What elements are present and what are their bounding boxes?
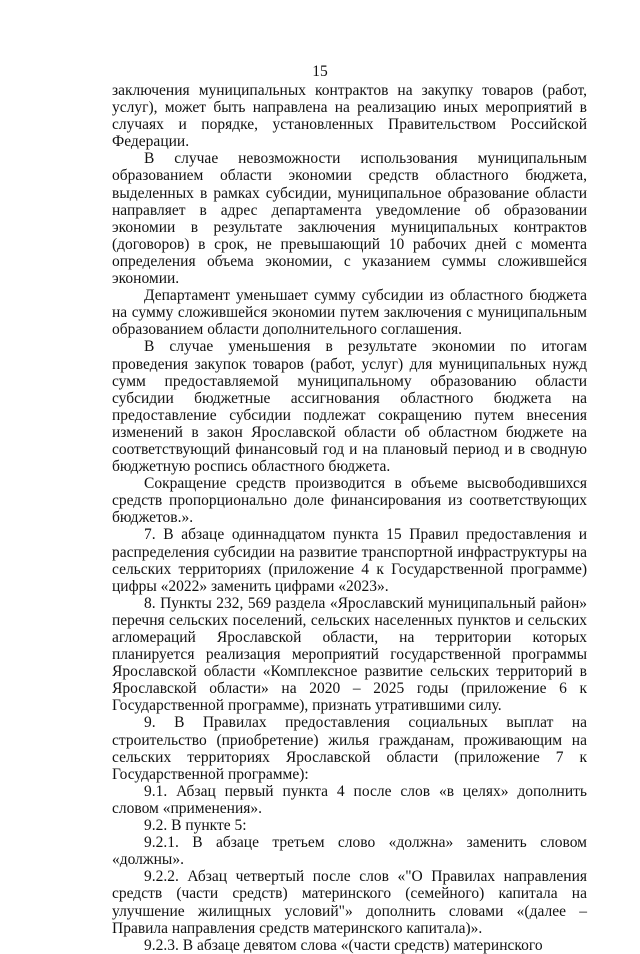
paragraph-item-9-1: 9.1. Абзац первый пункта 4 после слов «в целях» дополнить словом «применения». — [112, 782, 587, 817]
paragraph-item-7: 7. В абзаце одиннадцатом пункта 15 Правил предоставления и распределения субсидии на развитие транспортной инфраструктуры на сельских территориях (приложение 4 к Государственной программе) цифры «2022» заменить цифрами «2023». — [112, 526, 587, 595]
paragraph-item-8: 8. Пункты 232, 569 раздела «Ярославский муниципальный район» перечня сельских поселений, сельских населенных пунктов и сельских агломераций Ярославской области, на территории которых планируется реализация мероприятий государственной программы Ярославской области «Комплексное развитие сельских территорий в Ярославской области» на 2020 – 2025 годы (приложение 6 к Государственной программе), признать утратившими силу. — [112, 594, 587, 715]
paragraph-item-9-2: 9.2. В пункте 5: — [144, 817, 247, 835]
paragraph-savings-notice: В случае невозможности использования муниципальным образованием области экономии средств областного бюджета, выделенных в рамках субсидии, муниципальное образование области направляет в адрес департамента уведомление об образовании экономии в результате заключения муниципальных контрактов (договоров) в срок, не превышающий 10 рабочих дней с момента определения объема экономии, с указанием суммы сложившейся экономии. — [112, 150, 587, 288]
paragraph-proportional-reduction: Сокращение средств производится в объеме высвободившихся средств пропорционально доле финансирования из соответствующих бюджетов.». — [112, 475, 587, 527]
paragraph-item-9-2-2: 9.2.2. Абзац четвертый после слов «"О Правилах направления средств (части средств) материнского (семейного) капитала на улучшение жилищных условий"» дополнить словами «(далее – Правила направления средств материнского капитала)». — [112, 868, 587, 937]
paragraph-subsidy-reduction: Департамент уменьшает сумму субсидии из областного бюджета на сумму сложившейся экономии путем заключения с муниципальным образованием области дополнительного соглашения. — [112, 287, 587, 339]
document-body — [112, 82, 587, 954]
paragraph-budget-cut: В случае уменьшения в результате экономии по итогам проведения закупок товаров (работ, услуг) для муниципальных нужд сумм предоставляемой муниципальному образованию области субсидии бюджетные ассигнования областного бюджета на предоставление субсидии подлежат сокращению путем внесения изменений в закон Ярославской области об областном бюджете на соответствующий финансовый год и на плановый период и в сводную бюджетную роспись областного бюджета. — [112, 338, 587, 476]
page-number: 15 — [312, 63, 328, 80]
paragraph-item-9-2-3: 9.2.3. В абзаце девятом слова «(части средств) материнского — [144, 936, 543, 954]
paragraph-continuation: заключения муниципальных контрактов на закупку товаров (работ, услуг), может быть направлена на реализацию иных мероприятий в случаях и порядке, установленных Правительством Российской Федерации. — [112, 82, 587, 151]
paragraph-item-9: 9. В Правилах предоставления социальных выплат на строительство (приобретение) жилья гражданам, проживающим на сельских территориях Ярославской области (приложение 7 к Государственной программе): — [112, 714, 587, 783]
paragraph-item-9-2-1: 9.2.1. В абзаце третьем слово «должна» заменить словом «должны». — [112, 834, 587, 869]
